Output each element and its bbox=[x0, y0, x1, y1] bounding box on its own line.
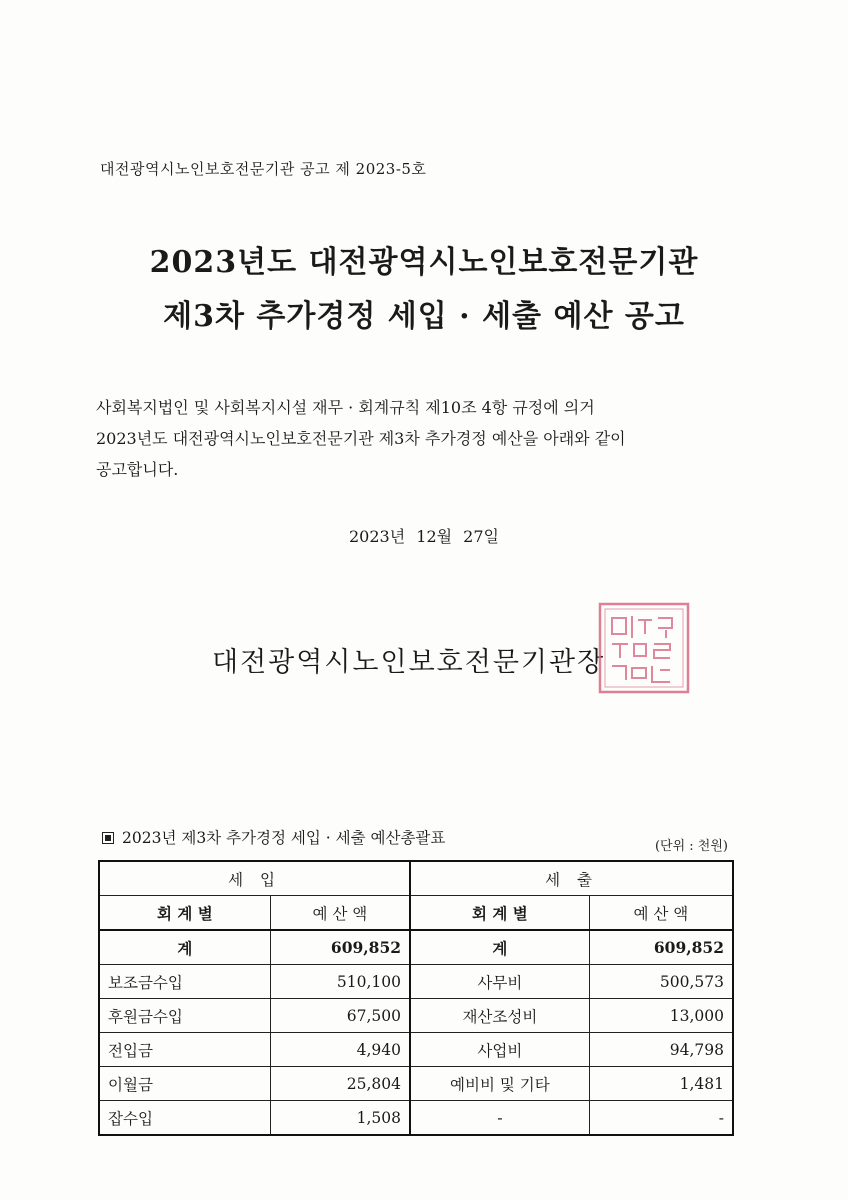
expense-amount-header: 예 산 액 bbox=[589, 896, 733, 931]
total-row bbox=[99, 930, 733, 965]
revenue-total-amount: 609,852 bbox=[270, 930, 410, 965]
notice-date: 2023년 12월 27일 bbox=[349, 527, 499, 546]
expense-item: 사업비 bbox=[410, 1033, 589, 1067]
unit-label: (단위 : 천원) bbox=[654, 839, 728, 854]
revenue-item: 보조금수입 bbox=[99, 965, 270, 999]
notice-body bbox=[96, 392, 756, 485]
revenue-amount-header: 예 산 액 bbox=[270, 896, 410, 931]
expense-item: 예비비 및 기타 bbox=[410, 1067, 589, 1101]
expense-item: 재산조성비 bbox=[410, 999, 589, 1033]
table-column-header-row bbox=[99, 896, 733, 931]
revenue-amount: 25,804 bbox=[270, 1067, 410, 1101]
revenue-total-label: 계 bbox=[99, 930, 270, 965]
body-line-2: 2023년도 대전광역시노인보호전문기관 제3차 추가경정 예산을 아래와 같이 bbox=[96, 429, 626, 448]
revenue-amount: 4,940 bbox=[270, 1033, 410, 1067]
expense-total-label: 계 bbox=[410, 930, 589, 965]
revenue-header: 세 입 bbox=[99, 861, 410, 896]
title-line-2: 제3차 추가경정 세입 · 세출 예산 공고 bbox=[163, 299, 685, 334]
table-row bbox=[99, 999, 733, 1033]
revenue-amount: 67,500 bbox=[270, 999, 410, 1033]
revenue-item: 후원금수입 bbox=[99, 999, 270, 1033]
table-section-header-row bbox=[99, 861, 733, 896]
table-row bbox=[99, 1033, 733, 1067]
budget-summary-table bbox=[98, 860, 734, 1136]
notice-number: 대전광역시노인보호전문기관 공고 제 2023-5호 bbox=[100, 160, 427, 178]
official-seal bbox=[596, 600, 692, 696]
revenue-amount: 1,508 bbox=[270, 1101, 410, 1136]
title-line-1: 2023년도 대전광역시노인보호전문기관 bbox=[149, 245, 699, 280]
expense-account-header: 회 계 별 bbox=[410, 896, 589, 931]
expense-item: - bbox=[410, 1101, 589, 1136]
revenue-account-header: 회 계 별 bbox=[99, 896, 270, 931]
expense-total-amount: 609,852 bbox=[589, 930, 733, 965]
table-row bbox=[99, 1067, 733, 1101]
expense-item: 사무비 bbox=[410, 965, 589, 999]
expense-amount: - bbox=[589, 1101, 733, 1136]
table-caption-text: 2023년 제3차 추가경정 세입 · 세출 예산총괄표 bbox=[122, 829, 446, 847]
body-line-3: 공고합니다. bbox=[96, 460, 179, 479]
document-title bbox=[0, 236, 848, 344]
expense-header: 세 출 bbox=[410, 861, 733, 896]
revenue-item: 전입금 bbox=[99, 1033, 270, 1067]
table-caption bbox=[102, 826, 445, 848]
revenue-item: 잡수입 bbox=[99, 1101, 270, 1136]
revenue-amount: 510,100 bbox=[270, 965, 410, 999]
expense-amount: 13,000 bbox=[589, 999, 733, 1033]
square-bullet-icon bbox=[102, 832, 114, 844]
revenue-item: 이월금 bbox=[99, 1067, 270, 1101]
expense-amount: 94,798 bbox=[589, 1033, 733, 1067]
body-line-1: 사회복지법인 및 사회복지시설 재무 · 회계규칙 제10조 4항 규정에 의거 bbox=[96, 398, 595, 417]
table-row bbox=[99, 1101, 733, 1136]
expense-amount: 500,573 bbox=[589, 965, 733, 999]
expense-amount: 1,481 bbox=[589, 1067, 733, 1101]
table-row bbox=[99, 965, 733, 999]
director-name: 대전광역시노인보호전문기관장 bbox=[212, 647, 606, 678]
